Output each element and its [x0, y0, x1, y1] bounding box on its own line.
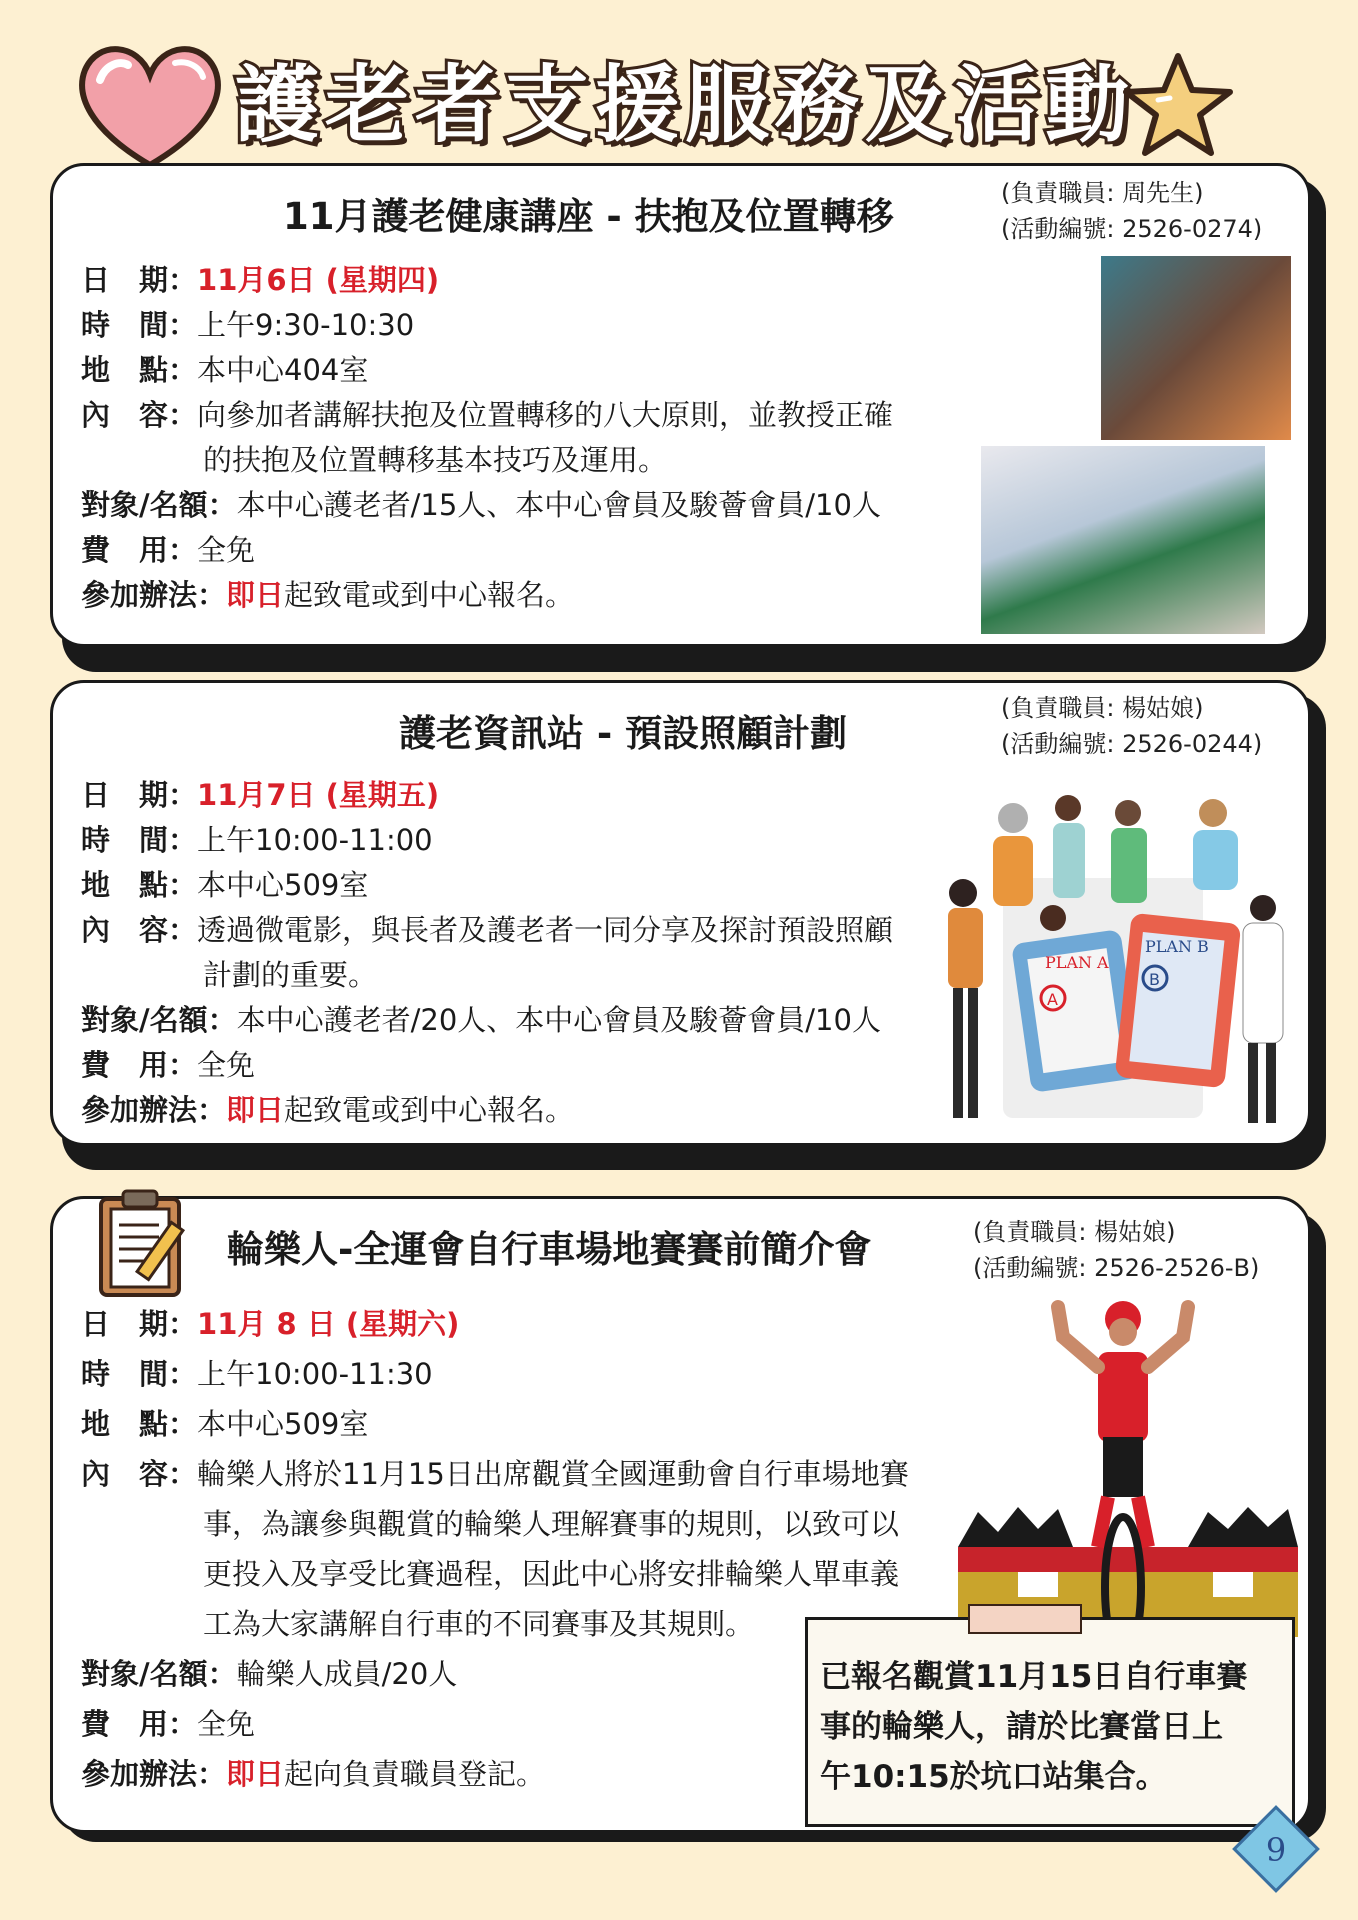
event-title: 11月護老健康講座 - 扶抱及位置轉移: [283, 195, 894, 238]
plan-a-label: PLAN A: [1045, 953, 1109, 972]
clipboard-icon: [93, 1181, 193, 1301]
activity-code: (活動編號: 2526-0274): [1001, 215, 1263, 243]
activity-code: (活動編號: 2526-2526-B): [973, 1254, 1260, 1282]
plan-b-label: PLAN B: [1145, 937, 1209, 956]
apply-row: 參加辦法：即日起向負責職員登記。: [81, 1757, 546, 1791]
content-row-cont: 工為大家講解自行車的不同賽事及其規則。: [203, 1607, 755, 1641]
place-row: 地 點：本中心404室: [81, 353, 369, 387]
fee-row: 費 用：全免: [81, 1048, 256, 1082]
star-icon: [1118, 48, 1238, 163]
note-line-2: 事的輪樂人，請於比賽當日上: [820, 1709, 1223, 1745]
place-row: 地 點：本中心509室: [81, 868, 369, 902]
note-line-1: 已報名觀賞11月15日自行車賽: [820, 1659, 1248, 1695]
target-row: 對象/名額：本中心護老者/15人、本中心會員及駿薈會員/10人: [81, 488, 881, 522]
event-card-3: [50, 1196, 1311, 1833]
note-line-3: 午10:15於坑口站集合。: [820, 1759, 1167, 1795]
date-row: 日 期：11月6日 (星期四): [81, 263, 440, 297]
apply-row: 參加辦法：即日起致電或到中心報名。: [81, 578, 575, 612]
cyclist-illustration: [958, 1297, 1298, 1657]
plan-b-letter: B: [1149, 970, 1160, 989]
time-row: 時 間：上午9:30-10:30: [81, 308, 415, 342]
content-row: 內 容：輪樂人將於11月15日出席觀賞全國運動會自行車場地賽: [81, 1457, 909, 1491]
activity-photo-transfer: [1101, 256, 1291, 440]
apply-row: 參加辦法：即日起致電或到中心報名。: [81, 1093, 575, 1127]
heart-icon: [70, 35, 230, 175]
target-row: 對象/名額：本中心護老者/20人、本中心會員及駿薈會員/10人: [81, 1003, 881, 1037]
time-row: 時 間：上午10:00-11:30: [81, 1357, 433, 1391]
staff-contact: (負責職員: 楊姑娘): [1001, 694, 1204, 722]
time-row: 時 間：上午10:00-11:00: [81, 823, 433, 857]
staff-contact: (負責職員: 周先生): [1001, 179, 1204, 207]
event-card-2: [50, 680, 1311, 1146]
care-plan-illustration: [933, 778, 1303, 1138]
page-title: 護老者支援服務及活動: [235, 56, 1136, 154]
page-number: 9: [1265, 1831, 1287, 1869]
activity-code: (活動編號: 2526-0244): [1001, 730, 1263, 758]
fee-row: 費 用：全免: [81, 1707, 256, 1741]
content-row-cont: 計劃的重要。: [203, 958, 378, 992]
staff-contact: (負責職員: 楊姑娘): [973, 1218, 1176, 1246]
activity-photo-hug: [981, 446, 1265, 634]
place-row: 地 點：本中心509室: [81, 1407, 369, 1441]
tape: [968, 1604, 1082, 1634]
assembly-note: [805, 1617, 1295, 1827]
content-row-cont: 的扶抱及位置轉移基本技巧及運用。: [203, 443, 668, 477]
content-row-cont: 事，為讓參與觀賞的輪樂人理解賽事的規則，以致可以: [203, 1507, 900, 1541]
event-title: 護老資訊站 - 預設照顧計劃: [399, 712, 848, 755]
fee-row: 費 用：全免: [81, 533, 256, 567]
content-row-cont: 更投入及享受比賽過程，因此中心將安排輪樂人單車義: [203, 1557, 900, 1591]
event-title: 輪樂人-全運會自行車場地賽賽前簡介會: [227, 1228, 872, 1271]
content-row: 內 容：向參加者講解扶抱及位置轉移的八大原則，並教授正確: [81, 398, 894, 432]
date-row: 日 期：11月 8 日 (星期六): [81, 1307, 460, 1341]
content-row: 內 容：透過微電影，與長者及護老者一同分享及探討預設照顧: [81, 913, 894, 947]
plan-a-letter: A: [1047, 990, 1058, 1009]
event-card-1: [50, 163, 1311, 647]
target-row: 對象/名額：輪樂人成員/20人: [81, 1657, 458, 1691]
date-row: 日 期：11月7日 (星期五): [81, 778, 440, 812]
